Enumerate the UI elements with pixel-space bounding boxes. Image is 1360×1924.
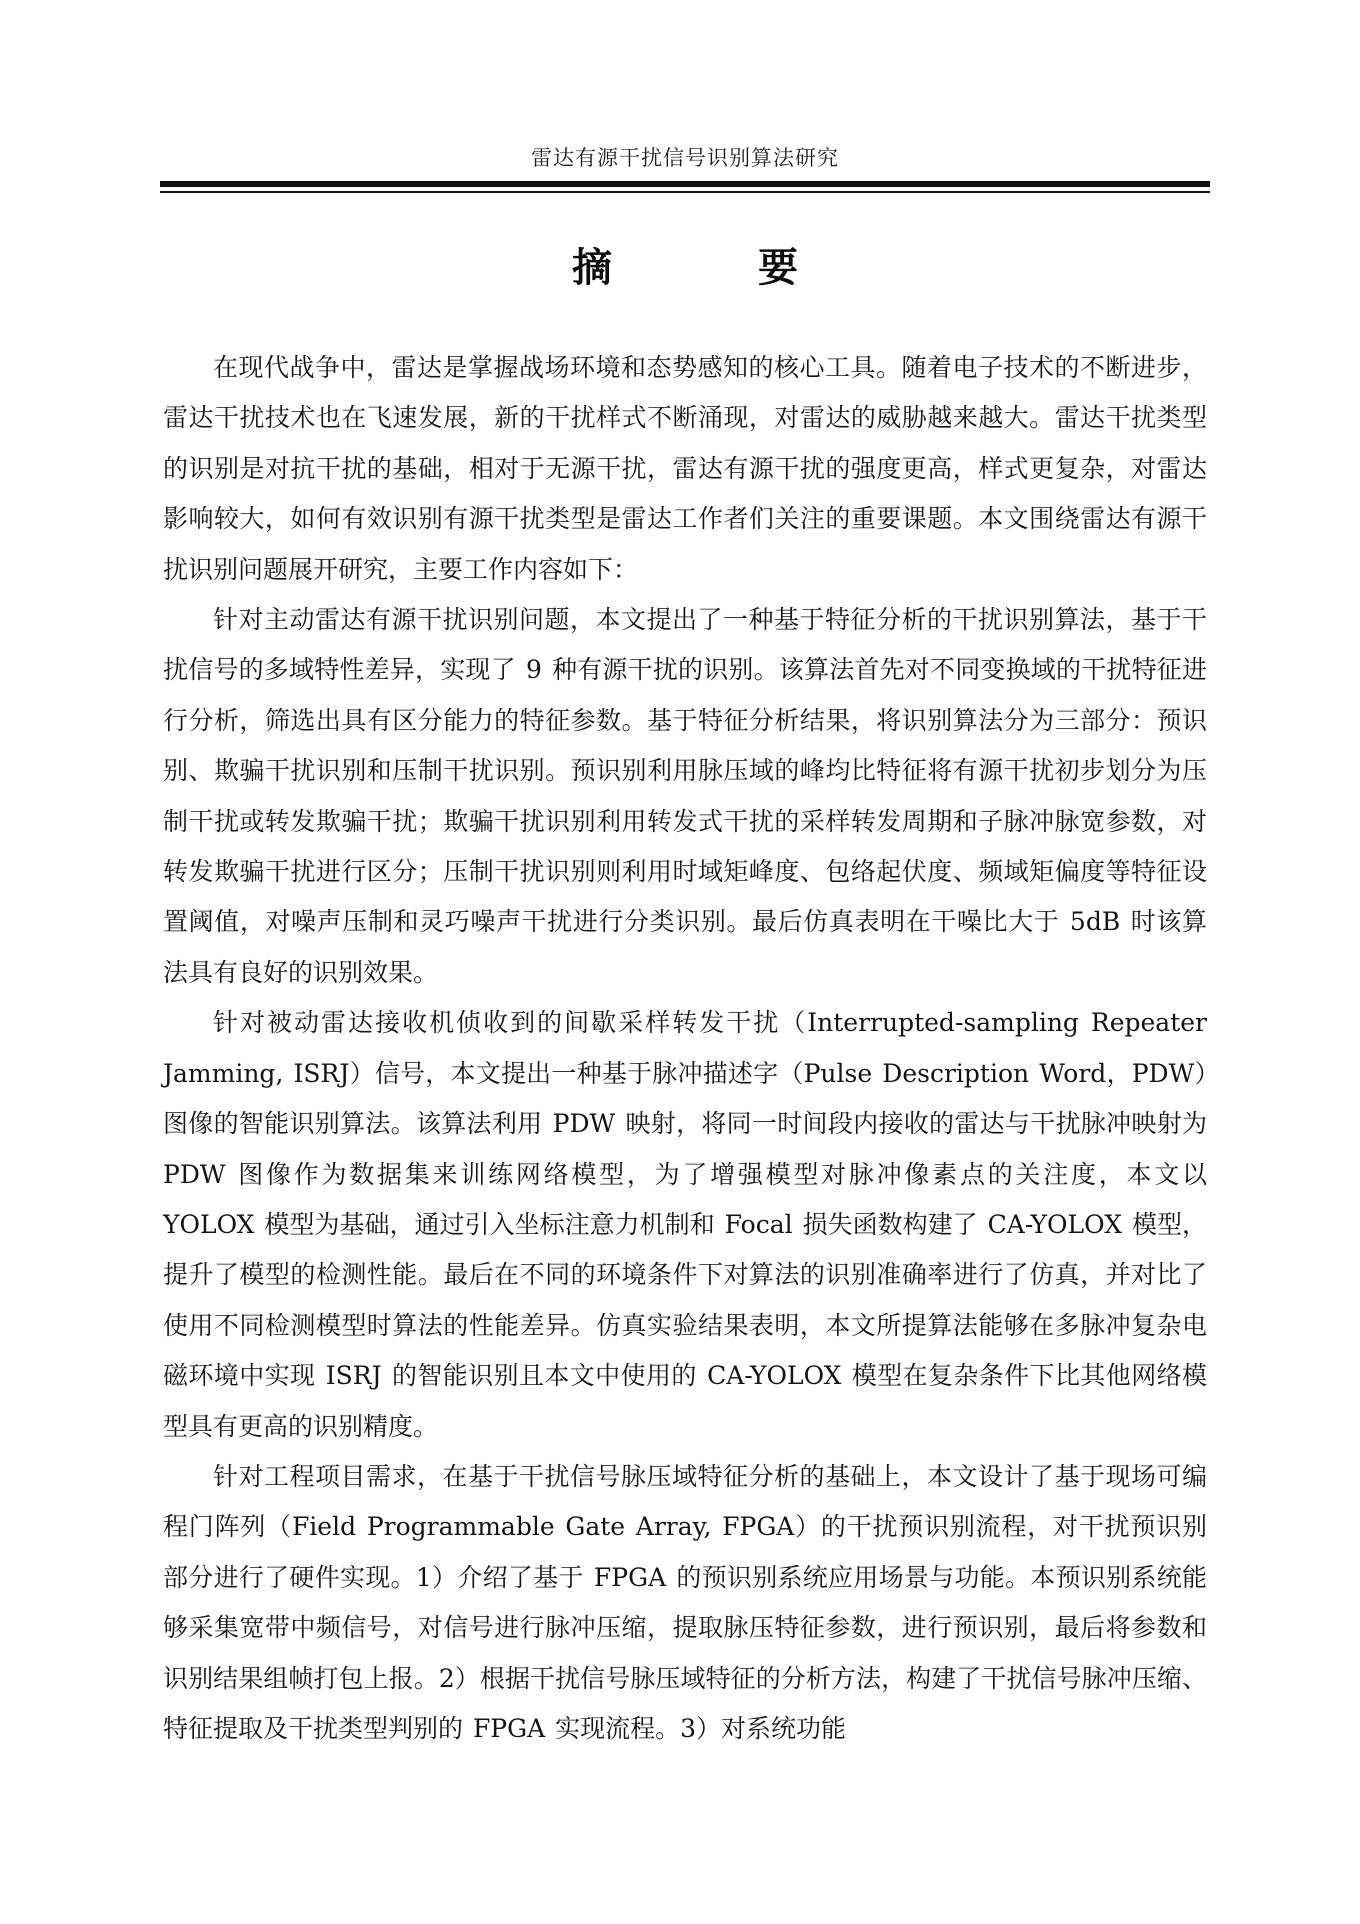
abstract-paragraph-fpga: 针对工程项目需求，在基于干扰信号脉压域特征分析的基础上，本文设计了基于现场可编程门阵列（Field Programmable Gate Array, FPGA）的干扰预识别流程，对干扰预识别部分进行了硬件实现。1）介绍了基于 FPGA 的预识别系统应用场景与功能。本预识别系统能够采集宽带中频信号，对信号进行脉冲压缩，提取脉压特征参数，进行预识别，最后将参数和识别结果组帧打包上报。2）根据干扰信号脉压域特征的分析方法，构建了干扰信号脉冲压缩、特征提取及干扰类型判别的 FPGA 实现流程。3）对系统功能 — [163, 1461, 1207, 1743]
header-rule-thin — [160, 191, 1210, 193]
abstract-title: 摘 要 — [572, 245, 864, 291]
abstract-paragraph-feature-analysis: 针对主动雷达有源干扰识别问题，本文提出了一种基于特征分析的干扰识别算法，基于干扰信号的多域特性差异，实现了 9 种有源干扰的识别。该算法首先对不同变换域的干扰特征进行分析，筛选出具有区分能力的特征参数。基于特征分析结果，将识别算法分为三部分：预识别、欺骗干扰识别和压制干扰识别。预识别利用脉压域的峰均比特征将有源干扰初步划分为压制干扰或转发欺骗干扰；欺骗干扰识别利用转发式干扰的采样转发周期和子脉冲脉宽参数，对转发欺骗干扰进行区分；压制干扰识别则利用时域矩峰度、包络起伏度、频域矩偏度等特征设置阈值，对噪声压制和灵巧噪声干扰进行分类识别。最后仿真表明在干噪比大于 5dB 时该算法具有良好的识别效果。 — [163, 605, 1207, 987]
abstract-body — [163, 343, 1207, 1754]
header-rule-thick — [160, 181, 1210, 187]
abstract-paragraph-intro: 在现代战争中，雷达是掌握战场环境和态势感知的核心工具。随着电子技术的不断进步，雷达干扰技术也在飞速发展，新的干扰样式不断涌现，对雷达的威胁越来越大。雷达干扰类型的识别是对抗干扰的基础，相对于无源干扰，雷达有源干扰的强度更高，样式更复杂，对雷达影响较大，如何有效识别有源干扰类型是雷达工作者们关注的重要课题。本文围绕雷达有源干扰识别问题展开研究，主要工作内容如下： — [163, 353, 1207, 584]
abstract-paragraph-isrj-pdw: 针对被动雷达接收机侦收到的间歇采样转发干扰（Interrupted-sampling Repeater Jamming, ISRJ）信号，本文提出一种基于脉冲描述字（Pulse Description Word，PDW）图像的智能识别算法。该算法利用 PDW 映射，将同一时间段内接收的雷达与干扰脉冲映射为 PDW 图像作为数据集来训练网络模型，为了增强模型对脉冲像素点的关注度，本文以 YOLOX 模型为基础，通过引入坐标注意力机制和 Focal 损失函数构建了 CA-YOLOX 模型，提升了模型的检测性能。最后在不同的环境条件下对算法的识别准确率进行了仿真，并对比了使用不同检测模型时算法的性能差异。仿真实验结果表明，本文所提算法能够在多脉冲复杂电磁环境中实现 ISRJ 的智能识别且本文中使用的 CA-YOLOX 模型在复杂条件下比其他网络模型具有更高的识别精度。 — [163, 1008, 1207, 1441]
running-header-title: 雷达有源干扰信号识别算法研究 — [531, 146, 839, 170]
